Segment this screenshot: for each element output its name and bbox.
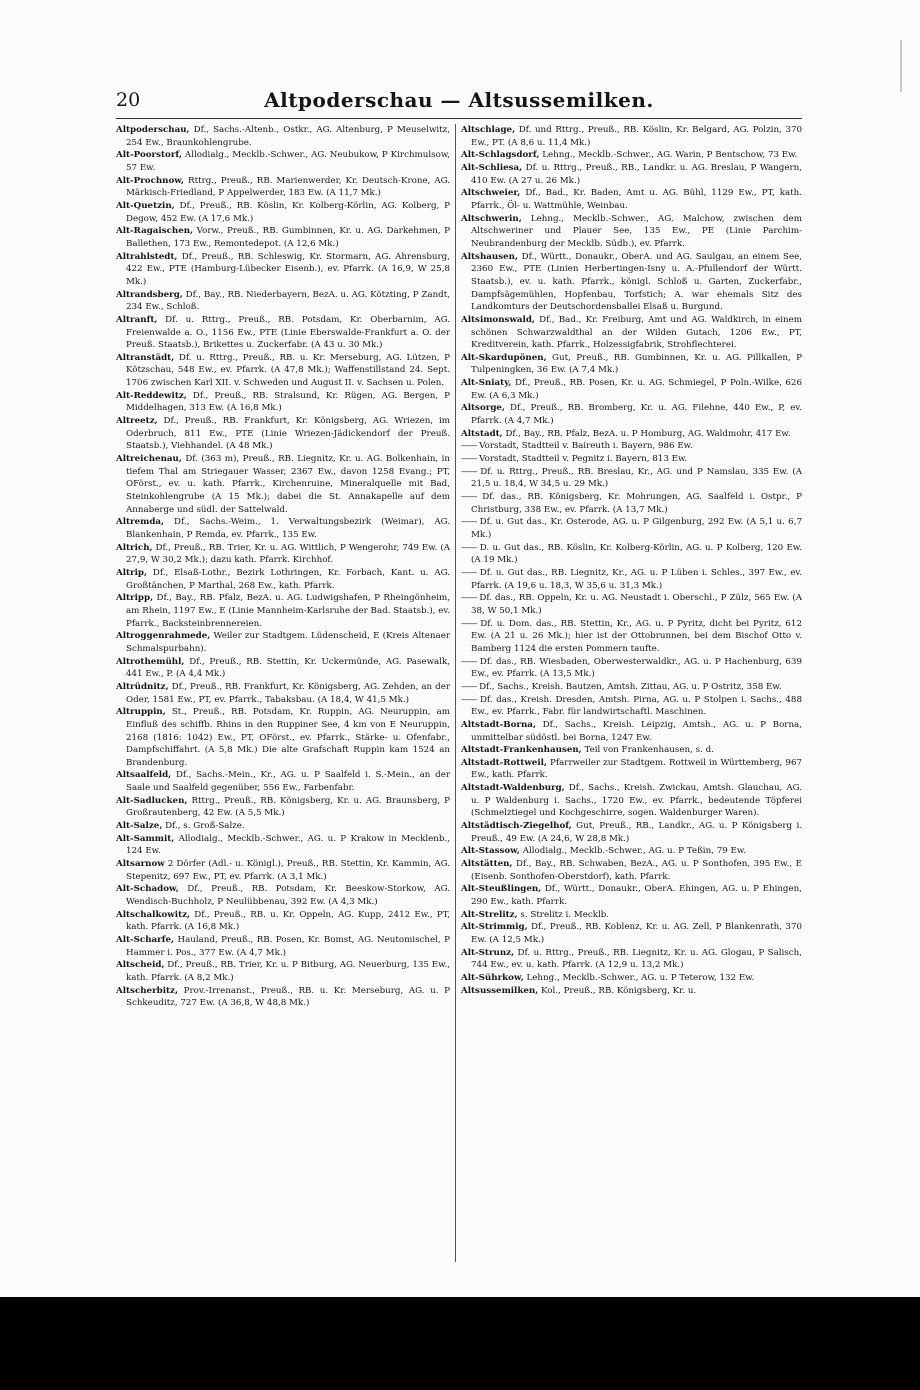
entry (116, 769, 450, 794)
entry-headword: Altranstädt, (116, 352, 175, 363)
entry (461, 377, 802, 402)
entry (116, 289, 450, 314)
entry-text: Df., Preuß., RB. Frankfurt, Kr. Königsberg, AG. Zehden, an der Oder, 1581 Ew., PT, ev. Pfarrk., Tabaksbau. (A 18,4, W 41,5 Mk.) (126, 681, 450, 705)
entry (116, 314, 450, 352)
entry-text: Df., Preuß., RB. Bromberg, Kr. u. AG. Filehne, 440 Ew., P, ev. Pfarrk. (A 4,7 Mk.) (471, 403, 802, 427)
entry-text: Df., Preuß., RB. u. Kr. Oppeln, AG. Kupp, 2412 Ew., PT, kath. Pfarrk. (A 16,8 Mk.) (126, 909, 450, 933)
entry-headword: Altstadt-Rottweil, (461, 757, 547, 768)
ditto-dash: —— (461, 593, 477, 604)
entry-headword: Alt-Strunz, (461, 947, 515, 958)
entry-headword: Alt-Steußlingen, (461, 884, 542, 895)
entry-headword: Alt-Strimmig, (461, 922, 528, 933)
entry (116, 352, 450, 390)
sub-entry (461, 592, 802, 617)
entry-headword: Altrothemühl, (116, 656, 185, 667)
entry-headword: Altstadt-Borna, (461, 719, 536, 730)
entry-text: Df., Sachs.-Weim., 1. Verwaltungsbezirk (Weimar), AG. Blankenhain, P Remda, ev. Pfarrk., 135 Ew. (126, 517, 450, 540)
entry (461, 883, 802, 908)
entry-text: Df., Preuß., RB. Koblenz, Kr. u. AG. Zell, P Blankenrath, 370 Ew. (A 12,5 Mk.) (471, 922, 802, 945)
entry-text: Gut, Preuß., RB., Landkr., AG. u. P Königsberg i. Preuß., 49 Ew. (A 24,6, W 28,8 Mk.) (471, 821, 802, 844)
entry-text: Gut, Preuß., RB. Gumbinnen, Kr. u. AG. Pillkallen, P Tulpeningken, 36 Ew. (A 7,4 Mk.) (471, 352, 802, 376)
entry-headword: Altrip, (116, 567, 148, 578)
entry (461, 352, 802, 377)
entry-headword: Alt-Stassow, (461, 846, 520, 857)
entry (116, 909, 450, 934)
ditto-dash: —— (461, 618, 477, 629)
entry-text: D. u. Gut das., RB. Köslin, Kr. Kolberg-Körlin, AG. u. P Kolberg, 120 Ew. (A 19 Mk.) (471, 542, 802, 566)
entry (116, 883, 450, 908)
entry (116, 516, 450, 541)
entry-text: Df., Bad., Kr. Freiburg, Amt und AG. Waldkirch, in einem schönen Schwarzwaldthal an der Wilden Gutach, 1206 Ew., PT, Kreditverein, kath. Pfarrk., Holzessigfabrik, Strohflechterei. (471, 314, 802, 351)
entry (461, 213, 802, 251)
entry-text: Df. u. Rttrg., Preuß., RB. Breslau, Kr., AG. und P Namslau, 335 Ew. (A 21,5 u. 18,4, W 34,5 u. 29 Mk.) (471, 466, 802, 490)
entry (461, 985, 802, 998)
entry (461, 719, 802, 744)
entry-headword: Altrich, (116, 542, 153, 553)
page-title: Altpoderschau — Altsussemilken. (264, 88, 654, 112)
ditto-dash: —— (461, 656, 477, 667)
sub-entry (461, 694, 802, 719)
entry-text: Rttrg., Preuß., RB. Königsberg, Kr. u. AG. Braunsberg, P Großrautenberg, 42 Ew. (A 5,5 Mk.) (126, 795, 450, 819)
entry-text: Pfarrweiler zur Stadtgem. Rottweil in Württemberg, 967 Ew., kath. Pfarrk. (471, 757, 802, 781)
entry-text: Df., Preuß., RB. Köslin, Kr. Kolberg-Körlin, AG. Kolberg, P Degow, 452 Ew. (A 17,6 Mk.) (126, 200, 450, 224)
entry (116, 934, 450, 959)
entry-headword: Alt-Sadlucken, (116, 795, 188, 806)
entry-text: Df., Preuß., RB. Potsdam, Kr. Beeskow-Storkow, AG. Wendisch-Buchholz, P Neulübbenau, 392 Ew. (A 4,3 Mk.) (126, 884, 450, 908)
ditto-dash: —— (461, 492, 477, 503)
entry-text: 2 Dörfer (Adl.- u. Königl.), Preuß., RB. Stettin, Kr. Kammin, AG. Stepenitz, 697 Ew., PT, ev. Pfarrk. (A 3,1 Mk.) (126, 859, 450, 882)
entry (116, 833, 450, 858)
right-column (461, 124, 802, 1262)
entry (461, 972, 802, 985)
entry (461, 162, 802, 187)
entry-text: Vorstadt, Stadtteil v. Pegnitz i. Bayern, 813 Ew. (476, 454, 688, 465)
entry-headword: Alt-Strelitz, (461, 909, 518, 920)
entry (116, 542, 450, 567)
entry-headword: Altremda, (116, 517, 165, 528)
ditto-dash: —— (461, 542, 477, 553)
entry-headword: Alt-Ragaischen, (116, 226, 194, 237)
entry-headword: Altstätten, (461, 859, 513, 870)
sub-entry (461, 542, 802, 567)
ditto-dash: —— (461, 681, 477, 692)
entry (116, 415, 450, 453)
ditto-dash: —— (461, 466, 477, 477)
entry-text: Df. (363 m), Preuß., RB. Liegnitz, Kr. u. AG. Bolkenhain, in tiefem Thal am Striegauer Wasser, 2367 Ew., davon 1258 Evang.; PT, OFörst., ev. u. kath. Pfarrk., Kirchenruine, Mineralquelle mit Bad, Steinkohlengrube (A 15 Mk.); dabei die St. Annakapelle auf dem Annaberge und südl. der Sattelwald. (126, 454, 450, 515)
entry (116, 390, 450, 415)
entry-headword: Alt-Sührkow, (461, 972, 524, 983)
entry (116, 567, 450, 592)
entry (116, 959, 450, 984)
sub-entry (461, 656, 802, 681)
entry-headword: Alt-Schliesa, (461, 162, 523, 173)
entry-headword: Altschwerin, (461, 213, 522, 224)
entry (116, 858, 450, 883)
entry-text: Lehng., Mecklb.-Schwer., AG. Warin, P Bentschow, 73 Ew. (539, 150, 798, 161)
entry-text: Df., Preuß., RB. Stettin, Kr. Uckermünde, AG. Pasewalk, 441 Ew., P. (A 4,4 Mk.) (126, 656, 450, 680)
entry-text: Df. u. Rttrg., Preuß., RB. Potsdam, Kr. Oberbarnim, AG. Freienwalde a. O., 1156 Ew., PTE (Linie Eberswalde-Frankfurt a. O. der Preuß. Staatsb.), Brikettes u. Zuckerfabr. (A 43 u. 30 Mk.) (126, 314, 450, 351)
entry-text: Df., Bay., RB. Niederbayern, BezA. u. AG. Kötzting, P Zandt, 234 Ew., Schloß. (126, 289, 450, 313)
entry-text: Prov.-Irrenanst., Preuß., RB. u. Kr. Merseburg, AG. u. P Schkeuditz, 727 Ew. (A 36,8, W 48,8 Mk.) (126, 985, 450, 1009)
entry-text: Df. u. Dom. das., RB. Stettin, Kr., AG. u. P Pyritz, dicht bei Pyritz, 612 Ew. (A 21 u. 26 Mk.); hier ist der Ottobrunnen, bei dem Bischof Otto v. Bamberg 1124 die ersten Pommern taufte. (471, 618, 802, 654)
entry-headword: Alt-Poorstorf, (116, 150, 182, 161)
entry-headword: Altranft, (116, 314, 158, 325)
header-rule (116, 118, 802, 119)
entry (461, 845, 802, 858)
entry (461, 187, 802, 212)
entry (461, 757, 802, 782)
sub-entry (461, 491, 802, 516)
entry (461, 402, 802, 427)
entry-headword: Altsorge, (461, 403, 505, 414)
entry-headword: Altroggenrahmede, (116, 631, 211, 642)
entry-text: Vorstadt, Stadtteil v. Baireuth i. Bayern, 986 Ew. (476, 441, 693, 452)
entry-text: Hauland, Preuß., RB. Posen, Kr. Bomst, AG. Neutomischel, P Hammer i. Pos., 377 Ew. (A 4,7 Mk.) (126, 935, 450, 958)
entry (116, 225, 450, 250)
entry (461, 947, 802, 972)
entry (116, 656, 450, 681)
entry (461, 314, 802, 352)
entry (461, 858, 802, 883)
entry-headword: Altschweier, (461, 188, 521, 199)
entry-text: Allodialg., Mecklb.-Schwer., AG. u. P Krakow in Mecklenb., 124 Ew. (126, 833, 450, 857)
entry-text: Df., Württ., Donaukr., OberA. und AG. Saulgau, an einem See, 2360 Ew., PTE (Linien Herbertingen-Isny u. A.-Pfullendorf der Württ. Staatsb.), ev. u. kath. Pfarrk., königl. Schloß u. Garten, Zuckerfabr., Dampfsägemühlen, Hopfenbau, Torfstich; A. war ehemals Sitz des Landkomturs der Deutschordensballei Elsaß u. Burgund. (471, 251, 802, 313)
entry-text: s. Strelitz i. Mecklb. (517, 909, 610, 920)
entry-text: Df. u. Rttrg., Preuß., RB. Liegnitz, Kr. u. AG. Glogau, P Salisch, 744 Ew., ev. u. kath. Pfarrk. (A 12,9 u. 13,2 Mk.) (471, 947, 802, 971)
entry-headword: Altstädtisch-Ziegelhof, (461, 821, 572, 832)
entry-headword: Altscheid, (116, 960, 165, 971)
entry-headword: Altrüdnitz, (116, 681, 169, 692)
entry-text: St., Preuß., RB. Potsdam, Kr. Ruppin, AG. Neuruppin, am Einfluß des schiffb. Rhins in den Ruppiner See, 4 km von E Neuruppin, 2168 (1816: 1042) Ew., PT, OFörst., ev. Pfarrk., Stärke- u. Ofenfabr., Dampfschiffahrt. (A 5,8 Mk.) Die alte Grafschaft Ruppin kam 1524 an Brandenburg. (126, 707, 450, 768)
entry-text: Df., Sachs., Kreish. Leipzig, Amtsh., AG. u. P Borna, unmittelbar südöstl. bei Borna, 1247 Ew. (471, 719, 802, 743)
entry-headword: Altripp, (116, 593, 154, 604)
sub-entry (461, 440, 802, 453)
entry-text: Df., Elsaß-Lothr., Bezirk Lothringen, Kr. Forbach, Kant. u. AG. Großtänchen, P Marthal, 268 Ew., kath. Pfarrk. (126, 567, 450, 591)
entry-text: Df., Preuß., RB. Stralsund, Kr. Rügen, AG. Bergen, P Middelhagen, 313 Ew. (A 16,8 Mk.) (126, 390, 450, 414)
entry-headword: Alt-Reddewitz, (116, 390, 187, 401)
entry-headword: Alt-Salze, (116, 821, 163, 832)
entry-text: Df., Württ., Donaukr., OberA. Ehingen, AG. u. P Ehingen, 290 Ew., kath. Pfarrk. (471, 884, 802, 908)
entry (116, 706, 450, 769)
entry-headword: Altruppin, (116, 707, 166, 718)
entry-text: Df., Preuß., RB. Trier, Kr. u. AG. Wittlich, P Wengerohr, 749 Ew. (A 27,9, W 30,2 Mk.); dazu kath. Pfarrk. Kirchhof. (126, 542, 450, 566)
entry-text: Lehng., Mecklb.-Schwer., AG. Malchow, zwischen dem Altschweriner und Plauer See, 135 Ew., PE (Linie Parchim-Neubrandenburg der Mecklb. Südb.), ev. Pfarrk. (471, 213, 802, 249)
entry-text: Df. u. Gut das., Kr. Osterode, AG. u. P Gilgenburg, 292 Ew. (A 5,1 u. 6,7 Mk.) (471, 517, 802, 540)
entry-headword: Alt-Prochnow, (116, 175, 185, 186)
entry-headword: Alt-Sammit, (116, 833, 175, 844)
entry-text: Df., Bay., RB. Pfalz, BezA. u. AG. Ludwigshafen, P Rheingönheim, am Rhein, 1197 Ew., E (Linie Mannheim-Karlsruhe der Bad. Staatsb.), ev. Pfarrk., Backsteinbrennereien. (126, 593, 450, 629)
entry-text: Df., Bad., Kr. Baden, Amt u. AG. Bühl, 1129 Ew., PT, kath. Pfarrk., Öl- u. Wattmühle, Weinbau. (471, 188, 802, 211)
entry-text: Df. u. Rttrg., Preuß., RB. u. Kr. Merseburg, AG. Lützen, P Kötzschau, 548 Ew., ev. Pfarrk. (A 47,8 Mk.); Waffenstillstand 24. Sept. 1706 zwischen Karl XII. v. Schweden und August II. v. Sachsen u. Polen. (126, 352, 450, 389)
entry-text: Df., Sachs.-Altenb., Ostkr., AG. Altenburg, P Meuselwitz, 254 Ew., Braunkohlengrube. (126, 125, 450, 148)
sub-entry (461, 618, 802, 656)
entry-headword: Altrahlstedt, (116, 251, 178, 262)
entry (461, 428, 802, 441)
entry-headword: Alt-Schadow, (116, 884, 179, 895)
entry-text: Df., Sachs., Kreish. Zwickau, Amtsh. Glauchau, AG. u. P Waldenburg i. Sachs., 1720 Ew., ev. Pfarrk., bedeutende Töpferei (Schmelztiegel und Kochgeschirre, sogen. Waldenburger Waren). (471, 783, 802, 819)
entry-headword: Altschalkowitz, (116, 909, 191, 920)
entry-headword: Altreichenau, (116, 454, 182, 465)
entry-headword: Alt-Quetzin, (116, 200, 175, 211)
entry (461, 921, 802, 946)
entry-headword: Altscherbitz, (116, 985, 179, 996)
entry-headword: Alt-Skardupönen, (461, 352, 547, 363)
entry (116, 175, 450, 200)
sub-entry (461, 567, 802, 592)
entry-text: Allodialg., Mecklb.-Schwer., AG. u. P Teßin, 79 Ew. (519, 846, 747, 857)
entry-headword: Altstadt-Waldenburg, (461, 783, 565, 794)
entry-headword: Altsaalfeld, (116, 770, 172, 781)
entry-headword: Altschlage, (461, 125, 516, 135)
margin-mark (900, 40, 902, 92)
entry-text: Df., Sachs.-Mein., Kr., AG. u. P Saalfeld i. S.-Mein., an der Saale und Saalfeld gegenüber, 556 Ew., Farbenfabr. (126, 770, 450, 794)
entry (116, 453, 450, 516)
entry-headword: Altstadt, (461, 428, 503, 439)
entry-text: Kol., Preuß., RB. Königsberg, Kr. u. (538, 985, 697, 996)
entry-text: Df., Preuß., RB. Schleswig, Kr. Stormarn, AG. Ahrensburg, 422 Ew., PTE (Hamburg-Lübecker Eisenb.), ev. Pfarrk. (A 16,9, W 25,8 Mk.) (126, 251, 450, 287)
page-header (116, 86, 802, 118)
entry-text: Df. das., Kreish. Dresden, Amtsh. Pirna, AG. u. P Stolpen i. Sachs., 488 Ew., ev. Pfarrk., Fabr. für landwirtschaftl. Maschinen. (471, 694, 802, 718)
entry-text: Rttrg., Preuß., RB. Marienwerder, Kr. Deutsch-Krone, AG. Märkisch-Friedland, P Appelwerder, 183 Ew. (A 11,7 Mk.) (126, 175, 450, 199)
entry-text: Weiler zur Stadtgem. Lüdenscheid, E (Kreis Altenaer Schmalspurbahn). (126, 631, 450, 654)
entry (116, 795, 450, 820)
sub-entry (461, 466, 802, 491)
column-divider (455, 124, 456, 1262)
entry-text: Df., Preuß., RB. Frankfurt, Kr. Königsberg, AG. Wriezen, im Oderbruch, 811 Ew., PTE (Linie Wriezen-Jädickendorf der Preuß. Staatsb.), Viehhandel. (A 48 Mk.) (126, 416, 450, 452)
entry-headword: Altstadt-Frankenhausen, (461, 745, 582, 756)
entry (116, 820, 450, 833)
page-number: 20 (116, 89, 141, 111)
entry-text: Df., s. Groß-Salze. (162, 821, 245, 832)
entry-headword: Altshausen, (461, 251, 518, 262)
left-column (116, 124, 450, 1262)
ditto-dash: —— (461, 454, 477, 465)
entry-text: Df. u. Rttrg., Preuß., RB., Landkr. u. AG. Breslau, P Wangern, 410 Ew. (A 27 u. 26 Mk.) (471, 162, 802, 186)
entry-headword: Alt-Scharfe, (116, 935, 175, 945)
entry (461, 124, 802, 149)
entry-headword: Alt-Sniaty, (461, 378, 512, 389)
entry-text: Vorw., Preuß., RB. Gumbinnen, Kr. u. AG. Darkehmen, P Ballethen, 173 Ew., Remontedepot. (A 12,6 Mk.) (126, 226, 450, 249)
ditto-dash: —— (461, 441, 477, 452)
entry-headword: Altsarnow (116, 859, 165, 870)
entry-text: Df., Preuß., RB. Trier, Kr. u. P Bitburg, AG. Neuerburg, 135 Ew., kath. Pfarrk. (A 8,2 Mk.) (126, 960, 450, 983)
entry (461, 782, 802, 820)
entry (116, 149, 450, 174)
entry (116, 124, 450, 149)
entry-text: Df., Bay., RB. Pfalz, BezA. u. P Homburg, AG. Waldmohr, 417 Ew. (502, 428, 791, 439)
entry (461, 744, 802, 757)
entry (461, 820, 802, 845)
entry (461, 251, 802, 314)
entry (461, 909, 802, 922)
ditto-dash: —— (461, 694, 477, 705)
entry-headword: Altreetz, (116, 416, 158, 427)
entry-text: Df., Sachs., Kreish. Bautzen, Amtsh. Zittau, AG. u. P Ostritz, 358 Ew. (476, 681, 782, 692)
entry-text: Df., Preuß., RB. Posen, Kr. u. AG. Schmiegel, P Poln.-Wilke, 626 Ew. (A 6,3 Mk.) (471, 378, 802, 401)
entry-text: Allodialg., Mecklb.-Schwer., AG. Neubukow, P Kirchmulsow, 57 Ew. (126, 150, 450, 173)
entry (116, 592, 450, 630)
sub-entry (461, 681, 802, 694)
entry-text: Lehng., Mecklb.-Schwer., AG. u. P Teterow, 132 Ew. (523, 972, 755, 983)
entry (116, 630, 450, 655)
entry (461, 149, 802, 162)
sub-entry (461, 453, 802, 466)
entry (116, 681, 450, 706)
entry-text: Df. und Rttrg., Preuß., RB. Köslin, Kr. Belgard, AG. Polzin, 370 Ew., PT. (A 8,6 u. 11,4 Mk.) (471, 125, 802, 148)
entry-text: Df. u. Gut das., RB. Liegnitz, Kr., AG. u. P Lüben i. Schles., 397 Ew., ev. Pfarrk. (A 19,6 u. 18,3, W 35,6 u. 31,3 Mk.) (471, 567, 802, 591)
entry-text: Df. das., RB. Oppeln, Kr. u. AG. Neustadt i. Oberschl., P Zülz, 565 Ew. (A 38, W 50,1 Mk.) (471, 593, 802, 616)
entry-headword: Alt-Schlagsdorf, (461, 150, 540, 161)
entry-text: Teil von Frankenhausen, s. d. (581, 745, 714, 756)
entry-headword: Altsussemilken, (461, 985, 539, 996)
entry-text: Df. das., RB. Wiesbaden, Oberwesterwaldkr., AG. u. P Hachenburg, 639 Ew., ev. Pfarrk. (A 13,5 Mk.) (471, 656, 802, 680)
entry-headword: Altsimonswald, (461, 314, 535, 325)
entry-text: Df., Bay., RB. Schwaben, BezA., AG. u. P Sonthofen, 395 Ew., E (Eisenb. Sonthofen-Oberstdorf), kath. Pfarrk. (471, 859, 802, 882)
sub-entry (461, 516, 802, 541)
bottom-band (0, 1297, 920, 1390)
entry (116, 251, 450, 289)
entry-text: Df. das., RB. Königsberg, Kr. Mohrungen, AG. Saalfeld i. Ostpr., P Christburg, 338 Ew., ev. Pfarrk. (A 13,7 Mk.) (471, 492, 802, 515)
ditto-dash: —— (461, 567, 477, 578)
entry (116, 200, 450, 225)
entry (116, 985, 450, 1010)
ditto-dash: —— (461, 517, 477, 528)
entry-headword: Altrandsberg, (116, 289, 183, 300)
entry-headword: Altpoderschau, (116, 125, 190, 135)
